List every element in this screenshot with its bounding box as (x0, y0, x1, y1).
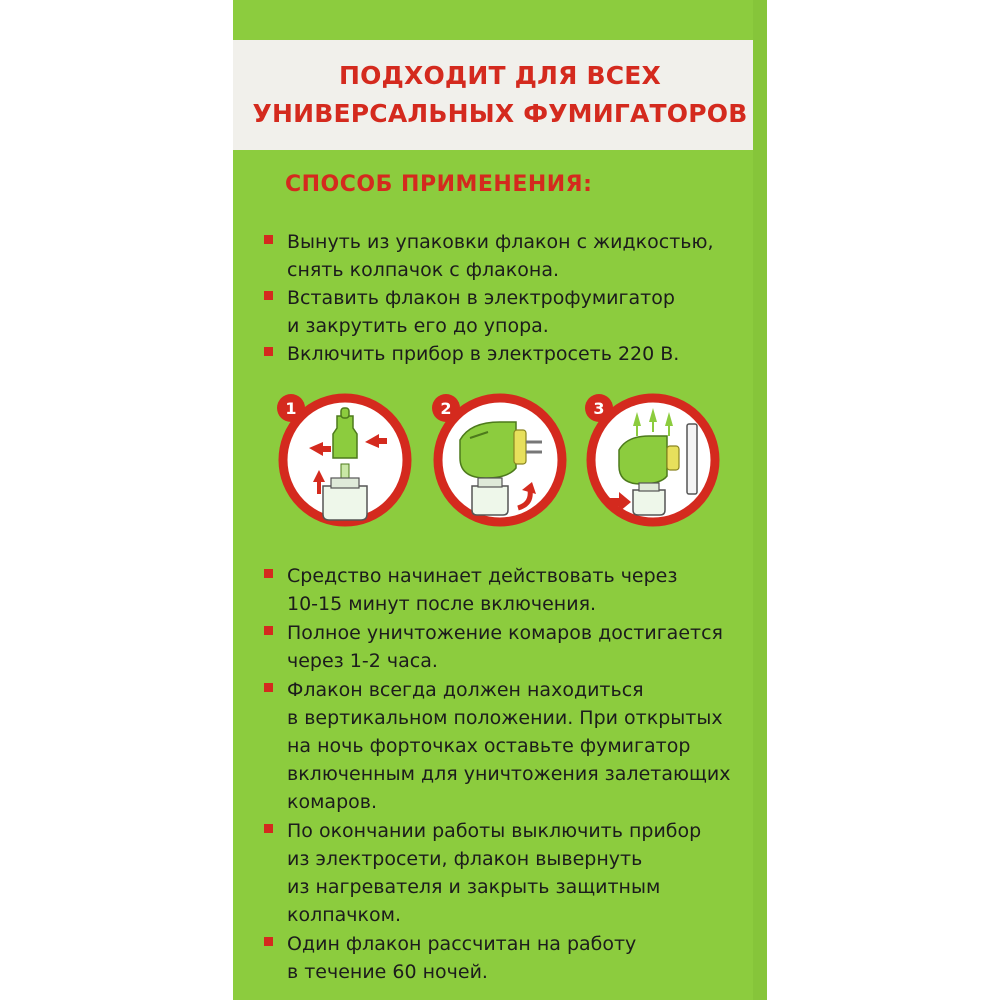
step-2-illustration (430, 390, 570, 530)
bullet-icon (264, 569, 273, 578)
step-number-badge: 2 (432, 394, 460, 422)
banner-line-2: УНИВЕРСАЛЬНЫХ ФУМИГАТОРОВ (252, 99, 748, 128)
step-number-badge: 3 (585, 394, 613, 422)
step-number-badge: 1 (277, 394, 305, 422)
note-text: Средство начинает действовать через 10-15 минут после включения. (287, 565, 678, 615)
bullet-icon (264, 347, 273, 356)
list-item (261, 619, 751, 675)
list-item (261, 562, 751, 618)
note-text: По окончании работы выключить прибор из электросети, флакон вывернуть из нагревателя и закрыть защитным колпачком. (287, 820, 702, 926)
bullet-icon (264, 235, 273, 244)
note-text: Один флакон рассчитан на работу в течение 60 ночей. (287, 933, 637, 983)
list-item (261, 340, 751, 368)
note-text: Флакон всегда должен находиться в вертикальном положении. При открытых на ночь форточках оставьте фумигатор включенным для уничтожения залетающих комаров. (287, 679, 731, 813)
usage-step-text: Вставить флакон в электрофумигатор и закрутить его до упора. (287, 287, 675, 337)
illustrations-row (233, 390, 767, 540)
list-item (261, 676, 751, 816)
usage-step-text: Включить прибор в электросеть 220 В. (287, 343, 680, 365)
bullet-icon (264, 626, 273, 635)
panel-edge (753, 0, 767, 1000)
note-text: Полное уничтожение комаров достигается через 1-2 часа. (287, 622, 723, 672)
step-1-illustration (275, 390, 415, 530)
usage-steps-list (261, 228, 751, 368)
bullet-icon (264, 683, 273, 692)
banner-line-1: ПОДХОДИТ ДЛЯ ВСЕХ (338, 61, 662, 90)
compatibility-banner (233, 40, 767, 150)
list-item (261, 228, 751, 284)
usage-step-text: Вынуть из упаковки флакон с жидкостью, снять колпачок с флакона. (287, 231, 714, 281)
step-3-illustration (583, 390, 723, 530)
bullet-icon (264, 291, 273, 300)
bullet-icon (264, 824, 273, 833)
list-item (261, 817, 751, 929)
list-item (261, 284, 751, 340)
bullet-icon (264, 937, 273, 946)
usage-title: СПОСОБ ПРИМЕНЕНИЯ: (285, 172, 593, 197)
notes-list (261, 562, 751, 987)
package-panel (233, 0, 767, 1000)
list-item (261, 930, 751, 986)
